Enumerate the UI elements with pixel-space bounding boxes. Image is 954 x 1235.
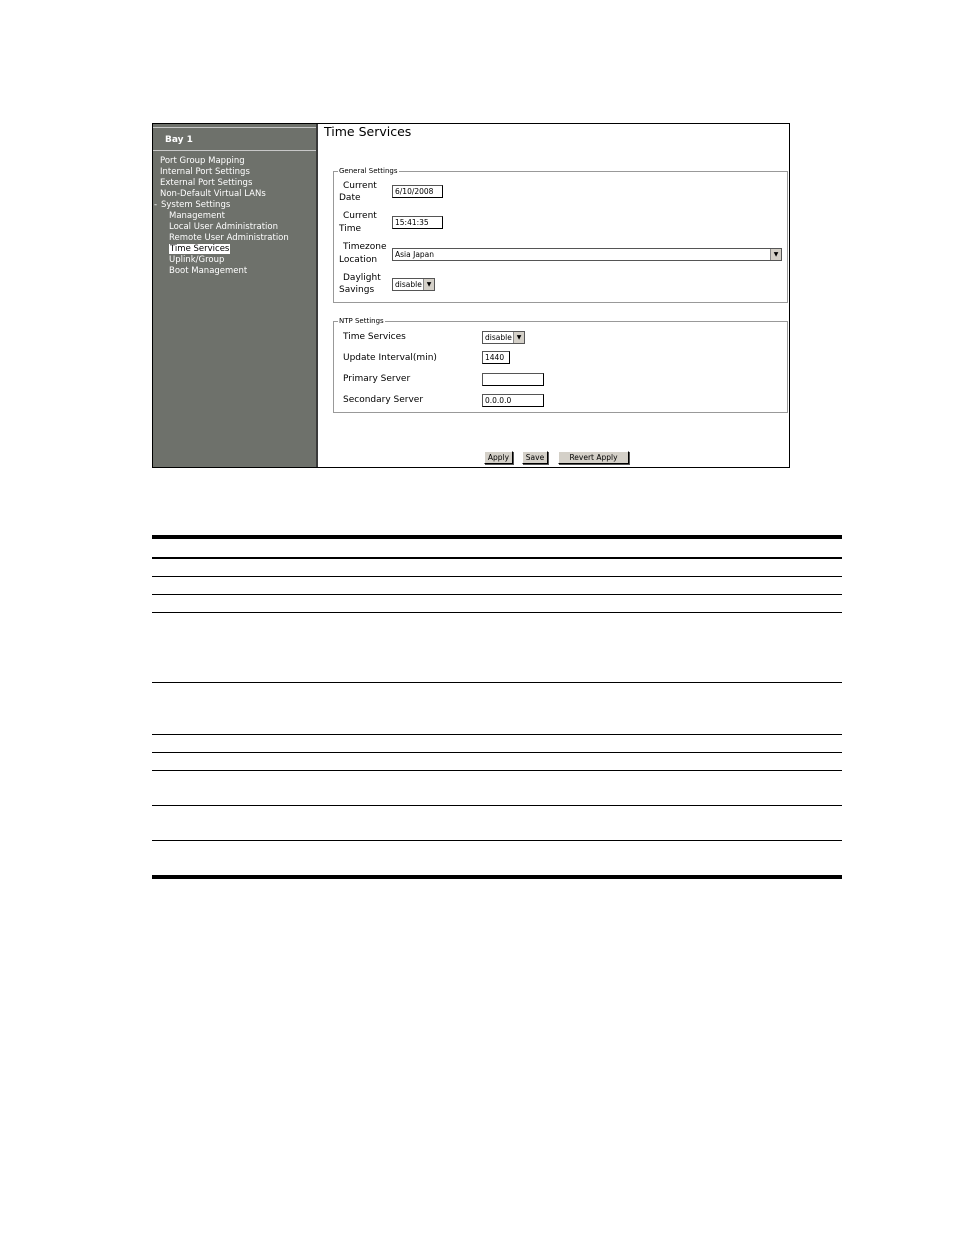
sidebar-item-uplink-group[interactable]: Uplink/Group bbox=[169, 255, 225, 265]
sidebar-item-local-user-administration[interactable]: Local User Administration bbox=[169, 222, 279, 232]
daylight-savings-selected-value: disable bbox=[395, 280, 422, 289]
sidebar-item-external-port-settings[interactable]: External Port Settings bbox=[160, 178, 253, 188]
apply-button[interactable]: Apply bbox=[484, 451, 513, 464]
table-header-rule bbox=[152, 557, 842, 559]
sidebar-item-time-services[interactable]: Time Services bbox=[170, 244, 230, 254]
current-date-label-line2: Date bbox=[339, 193, 361, 203]
page-title: Time Services bbox=[324, 124, 412, 139]
chevron-down-icon[interactable]: ▼ bbox=[770, 249, 781, 260]
chevron-down-icon[interactable]: ▼ bbox=[423, 279, 434, 290]
update-interval-input[interactable] bbox=[482, 351, 510, 364]
save-button[interactable]: Save bbox=[522, 451, 548, 464]
update-interval-label: Update Interval(min) bbox=[343, 353, 437, 363]
time-services-screenshot bbox=[152, 123, 790, 468]
time-services-selected-value: disable bbox=[485, 333, 512, 342]
time-services-label: Time Services bbox=[343, 332, 406, 342]
table-row-rule bbox=[152, 594, 842, 595]
collapse-icon[interactable]: - bbox=[154, 200, 158, 210]
ntp-settings-legend: NTP Settings bbox=[339, 317, 384, 325]
sidebar-item-boot-management[interactable]: Boot Management bbox=[169, 266, 248, 276]
sidebar-item-management[interactable]: Management bbox=[169, 211, 225, 221]
timezone-selected-value: Asia Japan bbox=[395, 250, 435, 259]
timezone-select[interactable] bbox=[392, 248, 782, 261]
primary-server-label: Primary Server bbox=[343, 374, 411, 384]
current-time-input[interactable] bbox=[392, 216, 443, 229]
table-row-rule bbox=[152, 734, 842, 735]
daylight-savings-select[interactable] bbox=[392, 278, 435, 291]
sidebar-item-system-settings[interactable]: - System Settings bbox=[154, 200, 231, 210]
revert-apply-button[interactable]: Revert Apply bbox=[558, 451, 629, 464]
sidebar-item-internal-port-settings[interactable]: Internal Port Settings bbox=[160, 167, 250, 177]
current-date-input[interactable] bbox=[392, 185, 443, 198]
timezone-label-line1: Timezone bbox=[343, 242, 387, 252]
table-row-rule bbox=[152, 770, 842, 771]
general-settings-legend: General Settings bbox=[339, 167, 398, 175]
sidebar bbox=[153, 124, 318, 467]
sidebar-item-port-group-mapping[interactable]: Port Group Mapping bbox=[160, 156, 245, 166]
daylight-label-line2: Savings bbox=[339, 285, 375, 295]
current-date-label-line1: Current bbox=[343, 181, 377, 191]
bay-header: Bay 1 bbox=[153, 127, 316, 151]
table-bottom-rule bbox=[152, 875, 842, 879]
sidebar-nav bbox=[153, 156, 316, 277]
timezone-label-line2: Location bbox=[339, 255, 378, 265]
secondary-server-label: Secondary Server bbox=[343, 395, 424, 405]
primary-server-input[interactable] bbox=[482, 373, 544, 386]
table-row-rule bbox=[152, 576, 842, 577]
chevron-down-icon[interactable]: ▼ bbox=[513, 332, 524, 343]
secondary-server-input[interactable] bbox=[482, 394, 544, 407]
table-row-rule bbox=[152, 805, 842, 806]
current-time-label-line2: Time bbox=[339, 224, 362, 234]
sidebar-item-remote-user-administration[interactable]: Remote User Administration bbox=[169, 233, 289, 243]
table-row-rule bbox=[152, 840, 842, 841]
main-content bbox=[318, 124, 789, 467]
daylight-label-line1: Daylight bbox=[343, 273, 381, 283]
table-top-rule bbox=[152, 535, 842, 539]
table-row-rule bbox=[152, 612, 842, 613]
sidebar-item-non-default-vlans[interactable]: Non-Default Virtual LANs bbox=[160, 189, 266, 199]
table-row-rule bbox=[152, 682, 842, 683]
time-services-select[interactable] bbox=[482, 331, 525, 344]
current-time-label-line1: Current bbox=[343, 211, 377, 221]
table-row-rule bbox=[152, 752, 842, 753]
